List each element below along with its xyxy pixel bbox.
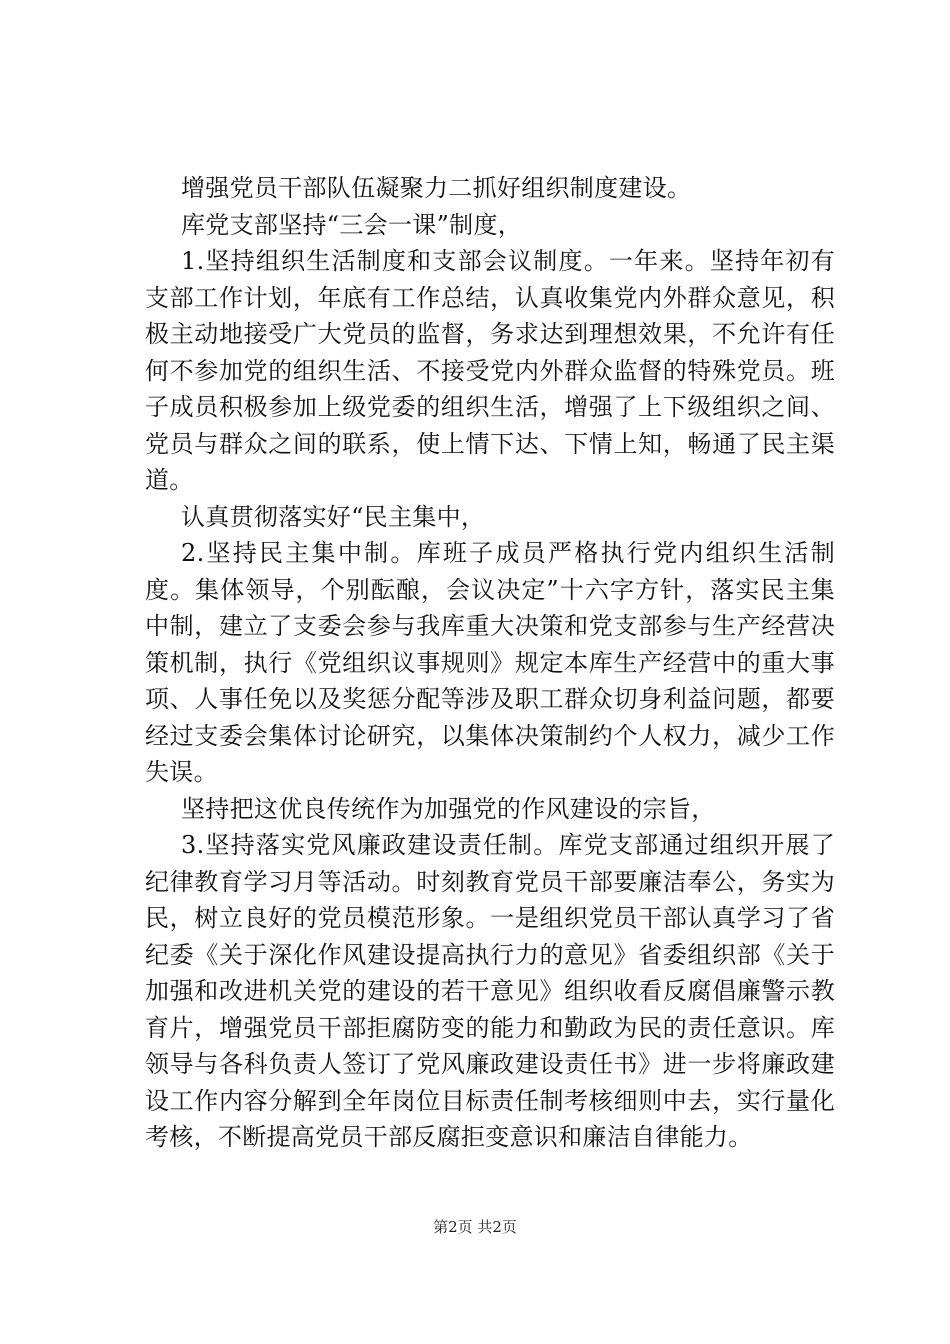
paragraph-item-2: 2.坚持民主集中制。库班子成员严格执行党内组织生活制度。集体领导，个别酝酿，会议决定”十六字方针，落实民主集中制，建立了支委会参与我库重大决策和党支部参与生产经营决策机制，执行《党组织议事规则》规定本库生产经营中的重大事项、人事任免以及奖惩分配等涉及职工群众切身利益问题，都要经过支委会集体讨论研究，以集体决策制约个人权力，减少工作失误。 (145, 539, 835, 786)
paragraph-democratic-centralism-lead: 认真贯彻落实好“民主集中， (181, 502, 486, 531)
paragraph-item-1: 1.坚持组织生活制度和支部会议制度。一年来。坚持年初有支部工作计划，年底有工作总结，认真收集党内外群众意见，积极主动地接受广大党员的监督，务求达到理想效果，不允许有任何不参加党的组织生活、不接受党内外群众监督的特殊党员。班子成员积极参加上级党委的组织生活，增强了上下级组织之间、党员与群众之间的联系，使上情下达、下情上知，畅通了民主渠道。 (145, 247, 835, 494)
paragraph-item-3: 3.坚持落实党风廉政建设责任制。库党支部通过组织开展了纪律教育学习月等活动。时刻教育党员干部要廉洁奉公，务实为民，树立良好的党员模范形象。一是组织党员干部认真学习了省纪委《关于深化作风建设提高执行力的意见》省委组织部《关于加强和改进机关党的建设的若干意见》组织收看反腐倡廉警示教育片，增强党员干部拒腐防变的能力和勤政为民的责任意识。库领导与各科负责人签订了党风廉政建设责任书》进一步将廉政建设工作内容分解到全年岗位目标责任制考核细则中去，实行量化考核，不断提高党员干部反腐拒变意识和廉洁自律能力。 (145, 831, 835, 1151)
paragraph-intro: 增强党员干部队伍凝聚力二抓好组织制度建设。 (181, 174, 692, 202)
paragraph-three-meetings: 库党支部坚持“三会一课”制度， (181, 210, 523, 239)
page-footer: 第2页 共2页 (433, 1218, 517, 1236)
document-body (145, 170, 835, 1156)
paragraph-tradition-lead: 坚持把这优良传统作为加强党的作风建设的宗旨， (181, 794, 716, 823)
